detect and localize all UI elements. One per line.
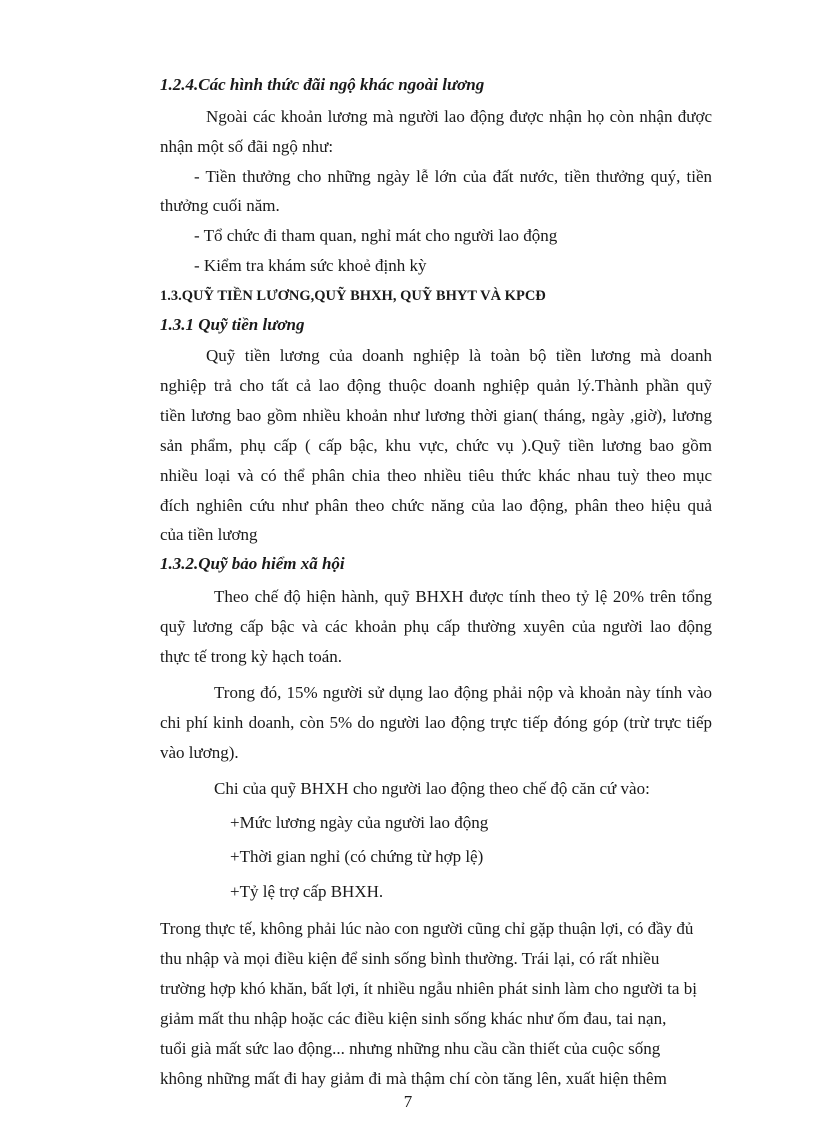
para-text: Trong thực tế, không phải lúc nào con người cũng chỉ gặp thuận lợi, có đầy đủ	[160, 919, 694, 938]
bullet-item: thưởng cuối năm.	[160, 196, 280, 215]
para-text: thực tế trong kỳ hạch toán.	[160, 647, 342, 666]
para-text: tiền lương bao gồm nhiều khoản như lương thời gian( tháng, ngày ,giờ), lương	[160, 406, 712, 425]
para-text: thu nhập và mọi điều kiện để sinh sống bình thường. Trái lại, có rất nhiều	[160, 949, 660, 968]
para-text: vào lương).	[160, 743, 239, 762]
para-text: đích nghiên cứu như phân theo chức năng của lao động, phân theo hiệu quả	[160, 496, 712, 515]
para-text: quỹ lương cấp bậc và các khoản phụ cấp thường xuyên của người lao động	[160, 617, 712, 636]
para-text: nhiều loại và có thể phân chia theo nhiều tiêu thức khác nhau tuỳ theo mục	[160, 466, 712, 485]
page-number: 7	[403, 1092, 413, 1111]
para-text: nghiệp trả cho tất cả lao động thuộc doanh nghiệp quản lý.Thành phần quỹ	[160, 376, 712, 395]
para-text: chi phí kinh doanh, còn 5% do người lao động trực tiếp đóng góp (trừ trực tiếp	[160, 713, 712, 732]
heading-1-3-2: 1.3.2.Quỹ bảo hiểm xã hội	[160, 554, 345, 573]
bullet-item: - Kiểm tra khám sức khoẻ định kỳ	[194, 256, 427, 275]
heading-1-3: 1.3.QUỸ TIỀN LƯƠNG,QUỸ BHXH, QUỸ BHYT VÀ KPCĐ	[160, 288, 546, 304]
para-text: Trong đó, 15% người sử dụng lao động phải nộp và khoản này tính vào	[214, 683, 712, 702]
para-text: sản phẩm, phụ cấp ( cấp bậc, khu vực, chức vụ ).Quỹ tiền lương bao gồm	[160, 436, 712, 455]
list-item: +Tỷ lệ trợ cấp BHXH.	[230, 882, 384, 901]
para-text: không những mất đi hay giảm đi mà thậm chí còn tăng lên, xuất hiện thêm	[160, 1069, 667, 1088]
para-text: giảm mất thu nhập hoặc các điều kiện sinh sống khác như ốm đau, tai nạn,	[160, 1009, 667, 1028]
list-item: +Mức lương ngày của người lao động	[230, 813, 489, 832]
para-text: Quỹ tiền lương của doanh nghiệp là toàn bộ tiền lương mà doanh	[206, 346, 712, 365]
para-text: tuổi già mất sức lao động... nhưng những nhu cầu cần thiết của cuộc sống	[160, 1039, 661, 1058]
para-text: trường hợp khó khăn, bất lợi, ít nhiều ngẫu nhiên phát sinh làm cho người ta bị	[160, 979, 697, 998]
para-text: Chi của quỹ BHXH cho người lao động theo chế độ căn cứ vào:	[214, 779, 650, 798]
para-text: Ngoài các khoản lương mà người lao động được nhận họ còn nhận được	[206, 107, 712, 126]
para-text: của tiền lương	[160, 525, 258, 544]
para-text: nhận một số đãi ngộ như:	[160, 137, 334, 156]
list-item: +Thời gian nghỉ (có chứng từ hợp lệ)	[230, 847, 484, 866]
heading-1-2-4: 1.2.4.Các hình thức đãi ngộ khác ngoài lương	[160, 75, 485, 94]
para-text: Theo chế độ hiện hành, quỹ BHXH được tính theo tỷ lệ 20% trên tổng	[214, 587, 712, 606]
bullet-item: - Tổ chức đi tham quan, nghỉ mát cho người lao động	[194, 226, 558, 245]
heading-1-3-1: 1.3.1 Quỹ tiền lương	[160, 315, 305, 334]
bullet-item: - Tiền thưởng cho những ngày lễ lớn của đất nước, tiền thưởng quý, tiền	[194, 167, 712, 186]
